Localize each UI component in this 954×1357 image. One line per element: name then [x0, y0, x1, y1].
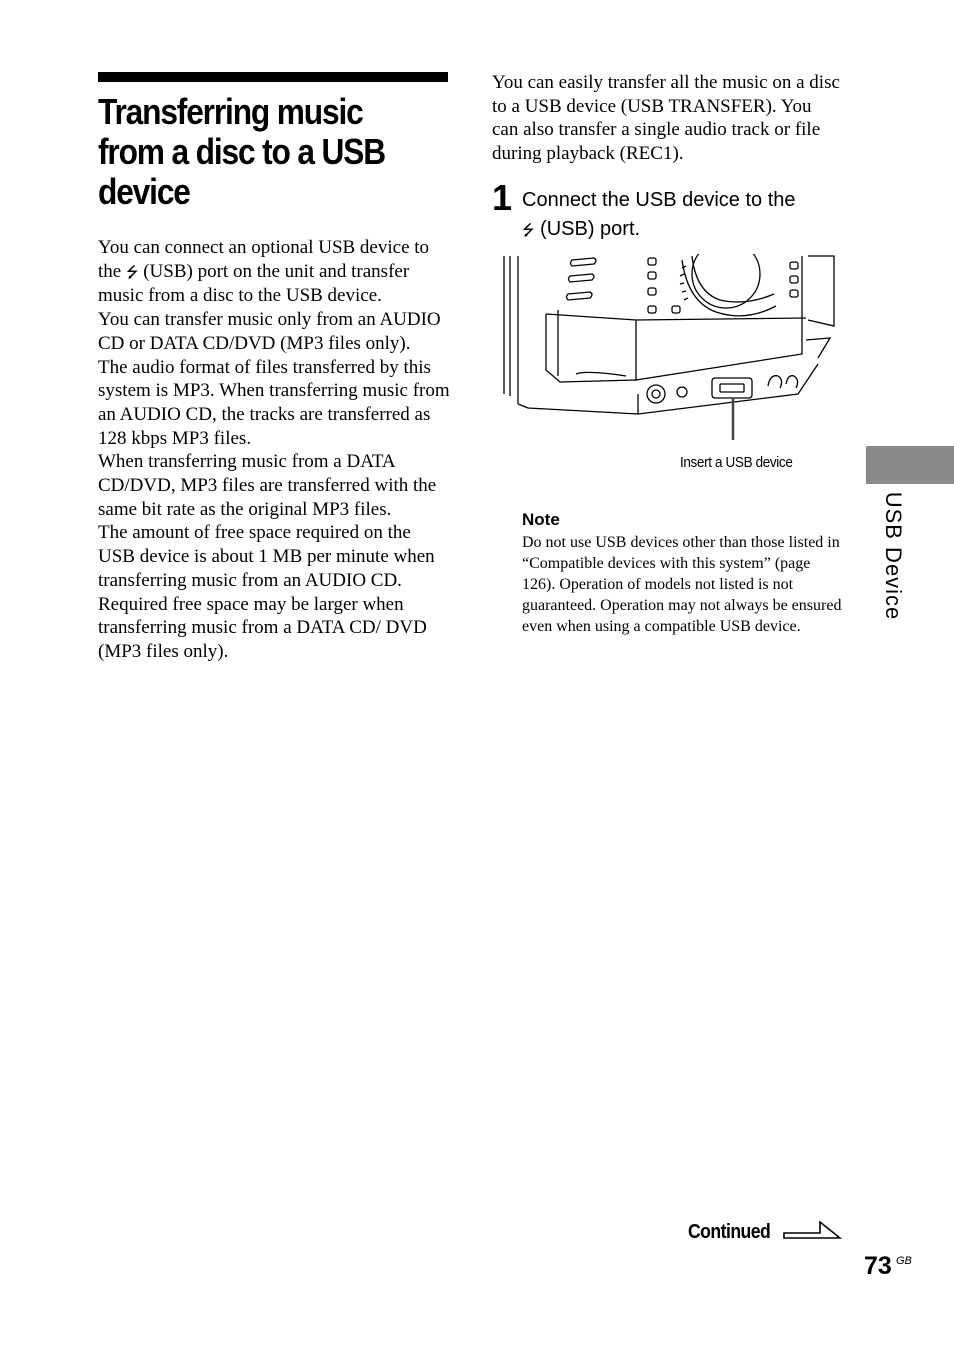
note-label: Note [522, 510, 560, 529]
step-instruction [522, 186, 842, 245]
note-text: Do not use USB devices other than those listed in “Compatible devices with this system” (page 126). Operation of models not listed is not guaranteed. Operation may not always be ensured even when using a compatible USB device. [522, 534, 842, 635]
paragraph-data-cd: When transferring music from a DATA CD/DVD, MP3 files are transferred with the same bit rate as the original MP3 files. [98, 451, 437, 520]
usb-icon: ⭍ [125, 262, 139, 281]
continued-label: Continued [688, 1221, 771, 1243]
page-number: 73 [864, 1252, 892, 1280]
paragraph-source-types: You can transfer music only from an AUDIO CD or DATA CD/DVD (MP3 files only). [98, 309, 441, 354]
intro-paragraph [98, 236, 450, 308]
usb-icon: ⭍ [522, 221, 535, 239]
step-text-start: Connect the USB device to the [522, 189, 796, 211]
section-tab [866, 446, 954, 484]
left-column [98, 236, 450, 664]
step-text-end: (USB) port. [534, 218, 641, 240]
transfer-intro-paragraph: You can easily transfer all the music on a disc to a USB device (USB TRANSFER). You can also transfer a single audio track or file during playback (REC1). [492, 72, 840, 165]
title-rule [98, 72, 448, 82]
illustration-caption: Insert a USB device [680, 454, 793, 471]
right-column [492, 71, 842, 166]
section-label-text: USB Device [881, 491, 906, 621]
page-number-suffix: GB [896, 1255, 912, 1267]
page-title: Transferring music from a disc to a USB device [98, 91, 385, 212]
step-number: 1 [492, 177, 513, 218]
paragraph-audio-format: The audio format of files transferred by this system is MP3. When transferring music from an AUDIO CD, the tracks are transferred as 128 kbps MP3 files. [98, 356, 450, 449]
unit-front-panel-illustration [496, 254, 842, 480]
continued-arrow-icon [782, 1218, 842, 1242]
intro-text-start: You can connect an optional USB device to the [98, 237, 430, 282]
paragraph-free-space: The amount of free space required on the USB device is about 1 MB per minute when transferring music from an AUDIO CD. [98, 522, 435, 591]
paragraph-free-space-data: Required free space may be larger when transferring music from a DATA CD/ DVD (MP3 files only). [98, 593, 427, 662]
intro-text-end: (USB) port on the unit and transfer music from a disc to the USB device. [98, 260, 410, 307]
